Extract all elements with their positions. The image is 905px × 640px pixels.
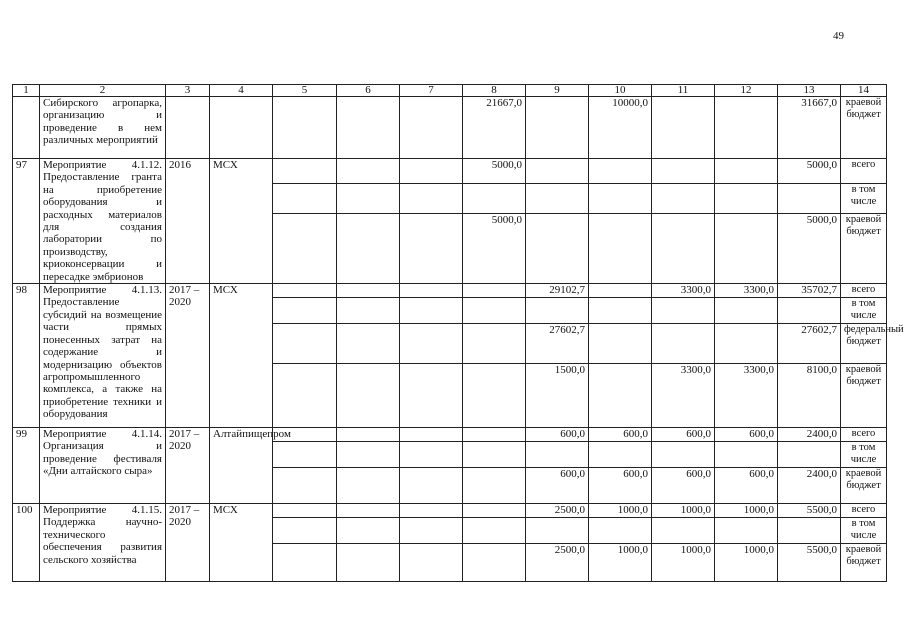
value-cell: 600,0 [526, 468, 589, 504]
column-number-row [13, 85, 887, 97]
years-cell: 2017 – 2020 [166, 284, 210, 428]
value-cell: 600,0 [526, 428, 589, 442]
measures-table [12, 84, 904, 582]
value-cell: 1000,0 [715, 544, 778, 582]
measure-description: Мероприятие 4.1.14. Организация и проведение фестиваля «Дни алтайского сыра» [40, 428, 166, 504]
header-cell: 9 [526, 85, 589, 97]
value-cell: 3300,0 [715, 284, 778, 298]
value-cell: 600,0 [589, 468, 652, 504]
row-number: 97 [13, 159, 40, 284]
total-cell: 5000,0 [778, 159, 841, 184]
total-cell: 31667,0 [778, 97, 841, 159]
header-cell: 1 [13, 85, 40, 97]
funding-source: всего [841, 159, 887, 184]
value-cell: 3300,0 [715, 364, 778, 428]
value-cell: 600,0 [652, 428, 715, 442]
measure-description: Мероприятие 4.1.12. Предоставление гранта на приобретение оборудования и расходных материалов для создания лаборатории по производству, криоконсервации и пересадке эмбрионов [40, 159, 166, 284]
header-cell: 5 [273, 85, 337, 97]
value-cell: 1000,0 [715, 504, 778, 518]
total-cell: 5000,0 [778, 214, 841, 284]
value-cell: 21667,0 [463, 97, 526, 159]
header-cell: 10 [589, 85, 652, 97]
total-cell: 27602,7 [778, 324, 841, 364]
header-cell: 2 [40, 85, 166, 97]
years-cell: 2017 – 2020 [166, 428, 210, 504]
funding-source: федеральный бюджет [841, 324, 887, 364]
value-cell: 1000,0 [652, 504, 715, 518]
funding-source: краевой бюджет [841, 364, 887, 428]
measure-description: Мероприятие 4.1.15. Поддержка научно-технического обеспечения развития сельского хозяйства [40, 504, 166, 582]
table-row [13, 428, 887, 442]
value-cell: 5000,0 [463, 214, 526, 284]
row-number: 99 [13, 428, 40, 504]
table-row [13, 97, 887, 159]
funding-source: в том числе [841, 442, 887, 468]
value-cell: 600,0 [589, 428, 652, 442]
row-number: 100 [13, 504, 40, 582]
header-cell: 7 [400, 85, 463, 97]
header-cell: 12 [715, 85, 778, 97]
total-cell: 2400,0 [778, 428, 841, 442]
total-cell: 8100,0 [778, 364, 841, 428]
value-cell: 2500,0 [526, 544, 589, 582]
executor-cell: Алтайпищепром [210, 428, 273, 504]
years-cell: 2016 [166, 159, 210, 284]
value-cell: 1000,0 [652, 544, 715, 582]
value-cell: 3300,0 [652, 364, 715, 428]
funding-source: в том числе [841, 184, 887, 214]
value-cell: 5000,0 [463, 159, 526, 184]
header-cell: 13 [778, 85, 841, 97]
table-row [13, 284, 887, 298]
funding-source: краевой бюджет [841, 468, 887, 504]
header-cell: 11 [652, 85, 715, 97]
measure-description: Сибирского агропарка, организацию и проведение в нем различных мероприятий [40, 97, 166, 159]
measure-description: Мероприятие 4.1.13. Предоставление субсидий на возмещение части прямых понесенных затрат на содержание и модернизацию объектов агропромышленного комплекса, а также на приобретение техники и оборудования [40, 284, 166, 428]
value-cell: 2500,0 [526, 504, 589, 518]
funding-source: всего [841, 284, 887, 298]
funding-source: всего [841, 504, 887, 518]
row-number: 98 [13, 284, 40, 428]
value-cell: 29102,7 [526, 284, 589, 298]
header-cell: 6 [337, 85, 400, 97]
years-cell: 2017 – 2020 [166, 504, 210, 582]
header-cell: 8 [463, 85, 526, 97]
funding-source: в том числе [841, 298, 887, 324]
value-cell: 1500,0 [526, 364, 589, 428]
header-cell: 14 [841, 85, 887, 97]
header-cell: 4 [210, 85, 273, 97]
funding-source: краевой бюджет [841, 544, 887, 582]
funding-source: краевой бюджет [841, 214, 887, 284]
total-cell: 2400,0 [778, 468, 841, 504]
total-cell: 5500,0 [778, 544, 841, 582]
header-cell: 3 [166, 85, 210, 97]
executor-cell: МСХ [210, 284, 273, 428]
page-number: 49 [833, 30, 844, 42]
funding-source: краевой бюджет [841, 97, 887, 159]
funding-source: всего [841, 428, 887, 442]
value-cell: 1000,0 [589, 504, 652, 518]
value-cell: 600,0 [715, 468, 778, 504]
executor-cell: МСХ [210, 159, 273, 284]
executor-cell: МСХ [210, 504, 273, 582]
table-row [13, 504, 887, 518]
value-cell: 600,0 [652, 468, 715, 504]
value-cell: 1000,0 [589, 544, 652, 582]
value-cell: 27602,7 [526, 324, 589, 364]
total-cell: 5500,0 [778, 504, 841, 518]
funding-source: в том числе [841, 518, 887, 544]
value-cell: 10000,0 [589, 97, 652, 159]
value-cell: 600,0 [715, 428, 778, 442]
total-cell: 35702,7 [778, 284, 841, 298]
value-cell: 3300,0 [652, 284, 715, 298]
table-row [13, 159, 887, 184]
